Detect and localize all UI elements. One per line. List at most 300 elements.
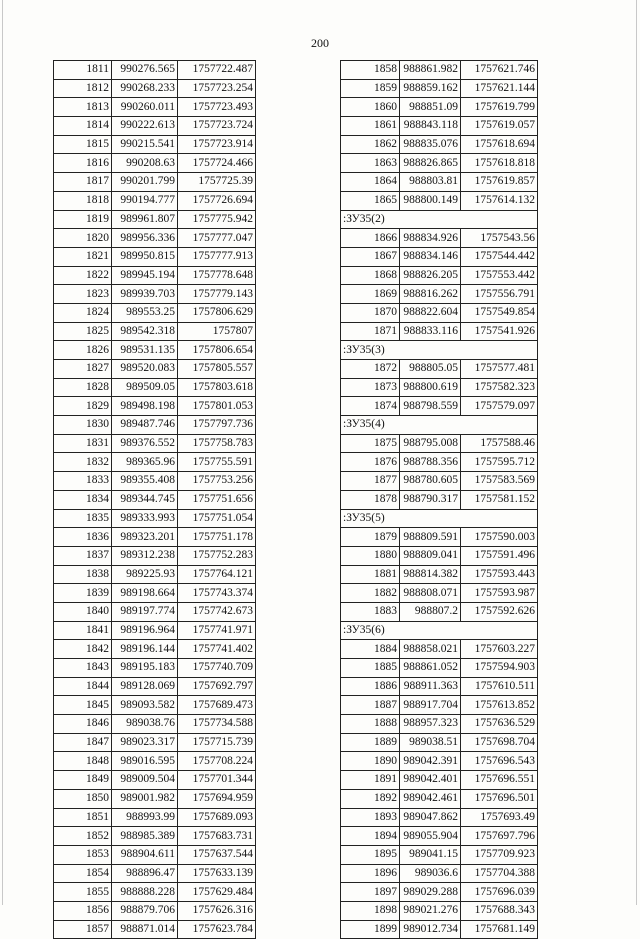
point-number: 1878 bbox=[341, 490, 400, 509]
coordinates-table-right bbox=[340, 60, 538, 939]
y-coordinate: 1757541.926 bbox=[461, 322, 538, 341]
x-coordinate: 990201.799 bbox=[112, 173, 178, 192]
y-coordinate: 1757613.852 bbox=[461, 696, 538, 715]
point-number: 1816 bbox=[54, 154, 112, 173]
point-number: 1836 bbox=[54, 528, 112, 547]
point-number: 1849 bbox=[54, 771, 112, 790]
y-coordinate: 1757740.709 bbox=[178, 659, 256, 678]
x-coordinate: 989036.6 bbox=[400, 864, 461, 883]
x-coordinate: 989365.96 bbox=[112, 453, 178, 472]
table-row bbox=[54, 472, 256, 491]
y-coordinate: 1757636.529 bbox=[461, 715, 538, 734]
point-number: 1829 bbox=[54, 397, 112, 416]
x-coordinate: 988798.559 bbox=[400, 397, 461, 416]
table-row bbox=[341, 173, 538, 192]
y-coordinate: 1757692.797 bbox=[178, 677, 256, 696]
x-coordinate: 989042.391 bbox=[400, 752, 461, 771]
point-number: 1811 bbox=[54, 61, 112, 80]
y-coordinate: 1757603.227 bbox=[461, 640, 538, 659]
y-coordinate: 1757741.402 bbox=[178, 640, 256, 659]
table-row bbox=[341, 733, 538, 752]
table-row bbox=[54, 845, 256, 864]
section-label: :ЗУ35(2) bbox=[341, 210, 538, 229]
point-number: 1862 bbox=[341, 135, 400, 154]
point-number: 1861 bbox=[341, 117, 400, 136]
point-number: 1863 bbox=[341, 154, 400, 173]
x-coordinate: 988814.382 bbox=[400, 565, 461, 584]
scan-edge-right bbox=[636, 0, 637, 905]
y-coordinate: 1757610.511 bbox=[461, 677, 538, 696]
table-row bbox=[341, 920, 538, 939]
x-coordinate: 989012.734 bbox=[400, 920, 461, 939]
table-row bbox=[54, 546, 256, 565]
x-coordinate: 989021.276 bbox=[400, 901, 461, 920]
point-number: 1898 bbox=[341, 901, 400, 920]
point-number: 1817 bbox=[54, 173, 112, 192]
y-coordinate: 1757619.799 bbox=[461, 98, 538, 117]
table-row bbox=[54, 808, 256, 827]
table-row bbox=[341, 247, 538, 266]
x-coordinate: 989023.317 bbox=[112, 733, 178, 752]
x-coordinate: 989333.993 bbox=[112, 509, 178, 528]
x-coordinate: 988809.041 bbox=[400, 546, 461, 565]
table-row bbox=[341, 565, 538, 584]
x-coordinate: 990222.613 bbox=[112, 117, 178, 136]
y-coordinate: 1757592.626 bbox=[461, 602, 538, 621]
table-row bbox=[54, 920, 256, 939]
table-row bbox=[54, 509, 256, 528]
point-number: 1824 bbox=[54, 303, 112, 322]
point-number: 1879 bbox=[341, 528, 400, 547]
section-header-row bbox=[341, 210, 538, 229]
x-coordinate: 988790.317 bbox=[400, 490, 461, 509]
x-coordinate: 989001.982 bbox=[112, 789, 178, 808]
point-number: 1826 bbox=[54, 341, 112, 360]
table-row bbox=[54, 416, 256, 435]
point-number: 1833 bbox=[54, 472, 112, 491]
table-row bbox=[54, 565, 256, 584]
x-coordinate: 989355.408 bbox=[112, 472, 178, 491]
point-number: 1855 bbox=[54, 883, 112, 902]
table-row bbox=[341, 659, 538, 678]
x-coordinate: 990208.63 bbox=[112, 154, 178, 173]
x-coordinate: 989047.862 bbox=[400, 808, 461, 827]
table-row bbox=[54, 621, 256, 640]
x-coordinate: 989945.194 bbox=[112, 266, 178, 285]
x-coordinate: 988871.014 bbox=[112, 920, 178, 939]
x-coordinate: 988788.356 bbox=[400, 453, 461, 472]
point-number: 1835 bbox=[54, 509, 112, 528]
table-row bbox=[54, 453, 256, 472]
table-row bbox=[341, 378, 538, 397]
point-number: 1869 bbox=[341, 285, 400, 304]
table-row bbox=[341, 771, 538, 790]
y-coordinate: 1757751.178 bbox=[178, 528, 256, 547]
table-row bbox=[54, 602, 256, 621]
x-coordinate: 989197.774 bbox=[112, 602, 178, 621]
y-coordinate: 1757709.923 bbox=[461, 845, 538, 864]
y-coordinate: 1757681.149 bbox=[461, 920, 538, 939]
table-row bbox=[341, 864, 538, 883]
y-coordinate: 1757694.959 bbox=[178, 789, 256, 808]
x-coordinate: 989128.069 bbox=[112, 677, 178, 696]
point-number: 1867 bbox=[341, 247, 400, 266]
y-coordinate: 1757801.053 bbox=[178, 397, 256, 416]
x-coordinate: 988800.149 bbox=[400, 191, 461, 210]
point-number: 1821 bbox=[54, 247, 112, 266]
point-number: 1866 bbox=[341, 229, 400, 248]
y-coordinate: 1757579.097 bbox=[461, 397, 538, 416]
y-coordinate: 1757591.496 bbox=[461, 546, 538, 565]
x-coordinate: 989344.745 bbox=[112, 490, 178, 509]
y-coordinate: 1757764.121 bbox=[178, 565, 256, 584]
x-coordinate: 989093.582 bbox=[112, 696, 178, 715]
point-number: 1832 bbox=[54, 453, 112, 472]
x-coordinate: 988816.262 bbox=[400, 285, 461, 304]
x-coordinate: 988861.052 bbox=[400, 659, 461, 678]
table-row bbox=[341, 61, 538, 80]
x-coordinate: 988904.611 bbox=[112, 845, 178, 864]
point-number: 1873 bbox=[341, 378, 400, 397]
x-coordinate: 988851.09 bbox=[400, 98, 461, 117]
x-coordinate: 990276.565 bbox=[112, 61, 178, 80]
point-number: 1842 bbox=[54, 640, 112, 659]
table-row bbox=[341, 360, 538, 379]
point-number: 1813 bbox=[54, 98, 112, 117]
point-number: 1831 bbox=[54, 434, 112, 453]
x-coordinate: 990260.011 bbox=[112, 98, 178, 117]
y-coordinate: 1757595.712 bbox=[461, 453, 538, 472]
x-coordinate: 988917.704 bbox=[400, 696, 461, 715]
point-number: 1823 bbox=[54, 285, 112, 304]
x-coordinate: 989042.461 bbox=[400, 789, 461, 808]
x-coordinate: 989038.76 bbox=[112, 715, 178, 734]
x-coordinate: 989531.135 bbox=[112, 341, 178, 360]
table-row bbox=[54, 715, 256, 734]
y-coordinate: 1757741.971 bbox=[178, 621, 256, 640]
table-row bbox=[54, 341, 256, 360]
table-row bbox=[341, 397, 538, 416]
y-coordinate: 1757623.784 bbox=[178, 920, 256, 939]
table-row bbox=[341, 135, 538, 154]
page-number: 200 bbox=[311, 36, 329, 50]
section-header-row bbox=[341, 621, 538, 640]
y-coordinate: 1757637.544 bbox=[178, 845, 256, 864]
point-number: 1815 bbox=[54, 135, 112, 154]
x-coordinate: 988879.706 bbox=[112, 901, 178, 920]
table-row bbox=[341, 696, 538, 715]
y-coordinate: 1757698.704 bbox=[461, 733, 538, 752]
point-number: 1858 bbox=[341, 61, 400, 80]
x-coordinate: 989520.083 bbox=[112, 360, 178, 379]
point-number: 1896 bbox=[341, 864, 400, 883]
point-number: 1885 bbox=[341, 659, 400, 678]
table-row bbox=[54, 584, 256, 603]
table-row bbox=[54, 210, 256, 229]
table-row bbox=[54, 117, 256, 136]
y-coordinate: 1757806.629 bbox=[178, 303, 256, 322]
x-coordinate: 988803.81 bbox=[400, 173, 461, 192]
table-row bbox=[341, 901, 538, 920]
point-number: 1857 bbox=[54, 920, 112, 939]
table-row bbox=[54, 285, 256, 304]
point-number: 1895 bbox=[341, 845, 400, 864]
y-coordinate: 1757777.913 bbox=[178, 247, 256, 266]
x-coordinate: 988843.118 bbox=[400, 117, 461, 136]
table-row bbox=[341, 285, 538, 304]
point-number: 1886 bbox=[341, 677, 400, 696]
y-coordinate: 1757751.054 bbox=[178, 509, 256, 528]
x-coordinate: 988957.323 bbox=[400, 715, 461, 734]
y-coordinate: 1757689.473 bbox=[178, 696, 256, 715]
table-row bbox=[341, 584, 538, 603]
point-number: 1837 bbox=[54, 546, 112, 565]
point-number: 1812 bbox=[54, 79, 112, 98]
point-number: 1875 bbox=[341, 434, 400, 453]
y-coordinate: 1757775.942 bbox=[178, 210, 256, 229]
point-number: 1825 bbox=[54, 322, 112, 341]
point-number: 1891 bbox=[341, 771, 400, 790]
y-coordinate: 1757758.783 bbox=[178, 434, 256, 453]
y-coordinate: 1757723.254 bbox=[178, 79, 256, 98]
table-row bbox=[341, 883, 538, 902]
y-coordinate: 1757544.442 bbox=[461, 247, 538, 266]
point-number: 1876 bbox=[341, 453, 400, 472]
point-number: 1847 bbox=[54, 733, 112, 752]
y-coordinate: 1757778.648 bbox=[178, 266, 256, 285]
x-coordinate: 990194.777 bbox=[112, 191, 178, 210]
y-coordinate: 1757723.493 bbox=[178, 98, 256, 117]
y-coordinate: 1757777.047 bbox=[178, 229, 256, 248]
point-number: 1893 bbox=[341, 808, 400, 827]
y-coordinate: 1757724.466 bbox=[178, 154, 256, 173]
y-coordinate: 1757590.003 bbox=[461, 528, 538, 547]
x-coordinate: 989195.183 bbox=[112, 659, 178, 678]
x-coordinate: 989509.05 bbox=[112, 378, 178, 397]
point-number: 1868 bbox=[341, 266, 400, 285]
x-coordinate: 989376.552 bbox=[112, 434, 178, 453]
point-number: 1844 bbox=[54, 677, 112, 696]
table-row bbox=[341, 117, 538, 136]
y-coordinate: 1757805.557 bbox=[178, 360, 256, 379]
point-number: 1818 bbox=[54, 191, 112, 210]
y-coordinate: 1757701.344 bbox=[178, 771, 256, 790]
x-coordinate: 989029.288 bbox=[400, 883, 461, 902]
y-coordinate: 1757693.49 bbox=[461, 808, 538, 827]
coordinates-table-left bbox=[53, 60, 256, 939]
y-coordinate: 1757621.144 bbox=[461, 79, 538, 98]
x-coordinate: 989009.504 bbox=[112, 771, 178, 790]
table-row bbox=[54, 173, 256, 192]
table-row bbox=[341, 528, 538, 547]
x-coordinate: 989956.336 bbox=[112, 229, 178, 248]
x-coordinate: 988834.926 bbox=[400, 229, 461, 248]
y-coordinate: 1757803.618 bbox=[178, 378, 256, 397]
point-number: 1853 bbox=[54, 845, 112, 864]
table-row bbox=[341, 79, 538, 98]
y-coordinate: 1757621.746 bbox=[461, 61, 538, 80]
y-coordinate: 1757582.323 bbox=[461, 378, 538, 397]
table-row bbox=[54, 98, 256, 117]
x-coordinate: 989196.964 bbox=[112, 621, 178, 640]
y-coordinate: 1757556.791 bbox=[461, 285, 538, 304]
x-coordinate: 988800.619 bbox=[400, 378, 461, 397]
point-number: 1830 bbox=[54, 416, 112, 435]
x-coordinate: 989055.904 bbox=[400, 827, 461, 846]
x-coordinate: 988805.05 bbox=[400, 360, 461, 379]
x-coordinate: 989016.595 bbox=[112, 752, 178, 771]
y-coordinate: 1757553.442 bbox=[461, 266, 538, 285]
y-coordinate: 1757726.694 bbox=[178, 191, 256, 210]
y-coordinate: 1757626.316 bbox=[178, 901, 256, 920]
x-coordinate: 988896.47 bbox=[112, 864, 178, 883]
point-number: 1819 bbox=[54, 210, 112, 229]
y-coordinate: 1757779.143 bbox=[178, 285, 256, 304]
y-coordinate: 1757619.857 bbox=[461, 173, 538, 192]
point-number: 1859 bbox=[341, 79, 400, 98]
table-row bbox=[341, 453, 538, 472]
y-coordinate: 1757722.487 bbox=[178, 61, 256, 80]
point-number: 1890 bbox=[341, 752, 400, 771]
x-coordinate: 989041.15 bbox=[400, 845, 461, 864]
table-row bbox=[341, 191, 538, 210]
x-coordinate: 988780.605 bbox=[400, 472, 461, 491]
x-coordinate: 989225.93 bbox=[112, 565, 178, 584]
y-coordinate: 1757751.656 bbox=[178, 490, 256, 509]
point-number: 1840 bbox=[54, 602, 112, 621]
section-label: :ЗУ35(4) bbox=[341, 416, 538, 435]
y-coordinate: 1757629.484 bbox=[178, 883, 256, 902]
x-coordinate: 990215.541 bbox=[112, 135, 178, 154]
x-coordinate: 988809.591 bbox=[400, 528, 461, 547]
y-coordinate: 1757807 bbox=[178, 322, 256, 341]
x-coordinate: 988835.076 bbox=[400, 135, 461, 154]
y-coordinate: 1757704.388 bbox=[461, 864, 538, 883]
y-coordinate: 1757593.443 bbox=[461, 565, 538, 584]
table-row bbox=[54, 883, 256, 902]
y-coordinate: 1757723.724 bbox=[178, 117, 256, 136]
x-coordinate: 988834.146 bbox=[400, 247, 461, 266]
y-coordinate: 1757614.132 bbox=[461, 191, 538, 210]
point-number: 1841 bbox=[54, 621, 112, 640]
y-coordinate: 1757708.224 bbox=[178, 752, 256, 771]
y-coordinate: 1757633.139 bbox=[178, 864, 256, 883]
x-coordinate: 988808.071 bbox=[400, 584, 461, 603]
x-coordinate: 989312.238 bbox=[112, 546, 178, 565]
y-coordinate: 1757743.374 bbox=[178, 584, 256, 603]
table-row bbox=[54, 789, 256, 808]
x-coordinate: 988911.363 bbox=[400, 677, 461, 696]
point-number: 1814 bbox=[54, 117, 112, 136]
point-number: 1827 bbox=[54, 360, 112, 379]
table-row bbox=[54, 901, 256, 920]
x-coordinate: 988795.008 bbox=[400, 434, 461, 453]
x-coordinate: 989950.815 bbox=[112, 247, 178, 266]
table-row bbox=[54, 154, 256, 173]
point-number: 1892 bbox=[341, 789, 400, 808]
table-row bbox=[341, 752, 538, 771]
table-row bbox=[54, 247, 256, 266]
point-number: 1899 bbox=[341, 920, 400, 939]
y-coordinate: 1757697.796 bbox=[461, 827, 538, 846]
point-number: 1880 bbox=[341, 546, 400, 565]
table-row bbox=[54, 490, 256, 509]
y-coordinate: 1757742.673 bbox=[178, 602, 256, 621]
table-row bbox=[341, 808, 538, 827]
section-header-row bbox=[341, 341, 538, 360]
table-row bbox=[54, 434, 256, 453]
y-coordinate: 1757583.569 bbox=[461, 472, 538, 491]
point-number: 1848 bbox=[54, 752, 112, 771]
section-header-row bbox=[341, 416, 538, 435]
y-coordinate: 1757755.591 bbox=[178, 453, 256, 472]
table-row bbox=[341, 154, 538, 173]
point-number: 1874 bbox=[341, 397, 400, 416]
table-row bbox=[54, 864, 256, 883]
point-number: 1877 bbox=[341, 472, 400, 491]
table-row bbox=[341, 845, 538, 864]
section-label: :ЗУ35(6) bbox=[341, 621, 538, 640]
point-number: 1883 bbox=[341, 602, 400, 621]
x-coordinate: 988861.982 bbox=[400, 61, 461, 80]
table-row bbox=[341, 789, 538, 808]
table-row bbox=[341, 434, 538, 453]
point-number: 1846 bbox=[54, 715, 112, 734]
point-number: 1860 bbox=[341, 98, 400, 117]
y-coordinate: 1757725.39 bbox=[178, 173, 256, 192]
y-coordinate: 1757588.46 bbox=[461, 434, 538, 453]
point-number: 1834 bbox=[54, 490, 112, 509]
x-coordinate: 988888.228 bbox=[112, 883, 178, 902]
scan-edge-left bbox=[2, 0, 3, 905]
table-row bbox=[341, 98, 538, 117]
x-coordinate: 988993.99 bbox=[112, 808, 178, 827]
table-row bbox=[341, 546, 538, 565]
x-coordinate: 988826.865 bbox=[400, 154, 461, 173]
point-number: 1828 bbox=[54, 378, 112, 397]
y-coordinate: 1757723.914 bbox=[178, 135, 256, 154]
table-row bbox=[54, 229, 256, 248]
x-coordinate: 989198.664 bbox=[112, 584, 178, 603]
x-coordinate: 989939.703 bbox=[112, 285, 178, 304]
point-number: 1884 bbox=[341, 640, 400, 659]
y-coordinate: 1757797.736 bbox=[178, 416, 256, 435]
point-number: 1887 bbox=[341, 696, 400, 715]
table-row bbox=[54, 378, 256, 397]
y-coordinate: 1757806.654 bbox=[178, 341, 256, 360]
table-row bbox=[54, 771, 256, 790]
point-number: 1850 bbox=[54, 789, 112, 808]
y-coordinate: 1757549.854 bbox=[461, 303, 538, 322]
y-coordinate: 1757577.481 bbox=[461, 360, 538, 379]
table-row bbox=[341, 490, 538, 509]
table-row bbox=[341, 827, 538, 846]
table-row bbox=[54, 135, 256, 154]
y-coordinate: 1757696.543 bbox=[461, 752, 538, 771]
y-coordinate: 1757753.256 bbox=[178, 472, 256, 491]
x-coordinate: 988833.116 bbox=[400, 322, 461, 341]
point-number: 1839 bbox=[54, 584, 112, 603]
y-coordinate: 1757688.343 bbox=[461, 901, 538, 920]
point-number: 1872 bbox=[341, 360, 400, 379]
section-header-row bbox=[341, 509, 538, 528]
table-row bbox=[341, 303, 538, 322]
table-row bbox=[54, 360, 256, 379]
x-coordinate: 988985.389 bbox=[112, 827, 178, 846]
x-coordinate: 990268.233 bbox=[112, 79, 178, 98]
section-label: :ЗУ35(5) bbox=[341, 509, 538, 528]
point-number: 1843 bbox=[54, 659, 112, 678]
